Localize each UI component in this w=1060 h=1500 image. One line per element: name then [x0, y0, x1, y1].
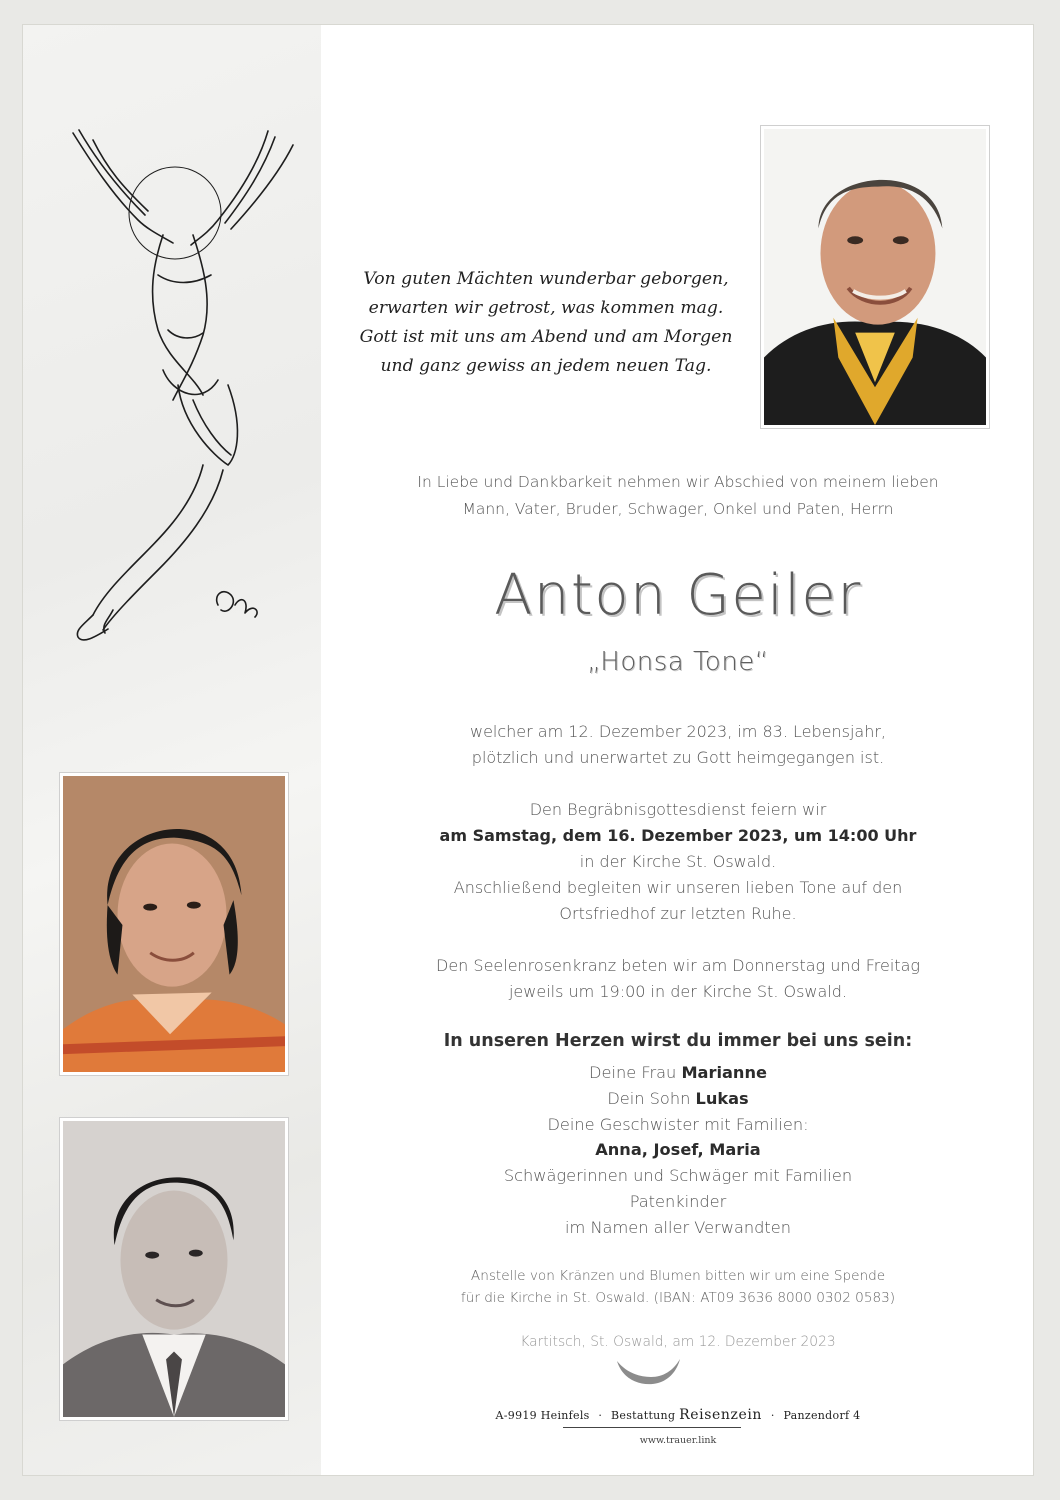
portrait-photo-bw — [59, 1117, 289, 1421]
intro-line: In Liebe und Dankbarkeit nehmen wir Abschied von meinem lieben — [417, 473, 939, 491]
quote-line: Gott ist mit uns am Abend und am Morgen — [359, 327, 733, 347]
service-intro: Den Begräbnisgottesdienst feiern wir — [529, 800, 827, 819]
donation-line: Anstelle von Kränzen und Blumen bitten wir um eine Spende — [470, 1268, 886, 1284]
relatives: im Namen aller Verwandten — [565, 1217, 791, 1237]
hearts-heading: In unseren Herzen wirst du immer bei uns sein: — [443, 1031, 913, 1051]
family-son — [321, 1086, 1034, 1112]
funeral-address-right: Panzendorf 4 — [783, 1409, 861, 1422]
rosary-info — [321, 953, 1034, 1005]
intro-line: Mann, Vater, Bruder, Schwager, Onkel und Paten, Herrn — [462, 500, 894, 518]
separator: · — [770, 1409, 775, 1422]
donation-request — [321, 1265, 1034, 1309]
siblings-intro: Deine Geschwister mit Familien: — [547, 1114, 809, 1134]
quote-line: und ganz gewiss an jedem neuen Tag. — [380, 356, 712, 376]
quote-line: Von guten Mächten wunderbar geborgen, — [363, 269, 729, 289]
funeral-divider — [563, 1427, 741, 1428]
memorial-quote — [341, 265, 751, 381]
donation-line: für die Kirche in St. Oswald. (IBAN: AT09 3636 8000 0302 0583) — [460, 1290, 896, 1306]
godchildren: Patenkinder — [629, 1191, 727, 1211]
funeral-address-left: A-9919 Heinfels — [495, 1409, 590, 1422]
wife-name: Marianne — [681, 1063, 767, 1082]
service-after-line: Anschließend begleiten wir unseren lieben Tone auf den — [453, 878, 903, 897]
wife-prefix: Deine Frau — [589, 1063, 682, 1082]
death-notice — [321, 719, 1034, 771]
separator: · — [598, 1409, 603, 1422]
rosary-line: jeweils um 19:00 in der Kirche St. Oswald. — [508, 982, 847, 1001]
farewell-intro — [321, 469, 1034, 523]
service-date: am Samstag, dem 16. Dezember 2023, um 14:00 Uhr — [439, 826, 917, 845]
crucifix-sketch-icon — [53, 125, 303, 685]
obituary-page — [22, 24, 1034, 1476]
son-prefix: Dein Sohn — [607, 1088, 696, 1108]
funeral-label: Bestattung — [611, 1409, 676, 1422]
deceased-nickname: „Honsa Tone“ — [587, 647, 769, 677]
portrait-photo-elderly — [760, 125, 990, 429]
rosary-line: Den Seelenrosenkranz beten wir am Donnerstag und Freitag — [436, 956, 920, 975]
quote-line: erwarten wir getrost, was kommen mag. — [368, 298, 724, 318]
deceased-name: Anton Geiler — [494, 563, 862, 628]
funeral-home-name: Reisenzein — [679, 1407, 763, 1423]
funeral-service-info — [321, 797, 1034, 927]
place-date: Kartitsch, St. Oswald, am 12. Dezember 2023 — [520, 1334, 836, 1350]
family-wife — [321, 1060, 1034, 1086]
website-link[interactable]: www.trauer.link — [639, 1435, 717, 1446]
son-name: Lukas — [695, 1088, 749, 1108]
death-line: welcher am 12. Dezember 2023, im 83. Lebensjahr, — [469, 722, 887, 741]
service-after-line: Ortsfriedhof zur letzten Ruhe. — [559, 904, 797, 923]
siblings-names: Anna, Josef, Maria — [595, 1140, 761, 1160]
funeral-home-line — [321, 1407, 1034, 1423]
service-church: in der Kirche St. Oswald. — [579, 852, 777, 871]
family-list — [321, 1060, 1034, 1241]
in-laws: Schwägerinnen und Schwäger mit Familien — [503, 1166, 853, 1186]
swoosh-logo-icon — [613, 1355, 683, 1389]
portrait-photo-young — [59, 772, 289, 1076]
death-line: plötzlich und unerwartet zu Gott heimgegangen ist. — [471, 748, 885, 767]
